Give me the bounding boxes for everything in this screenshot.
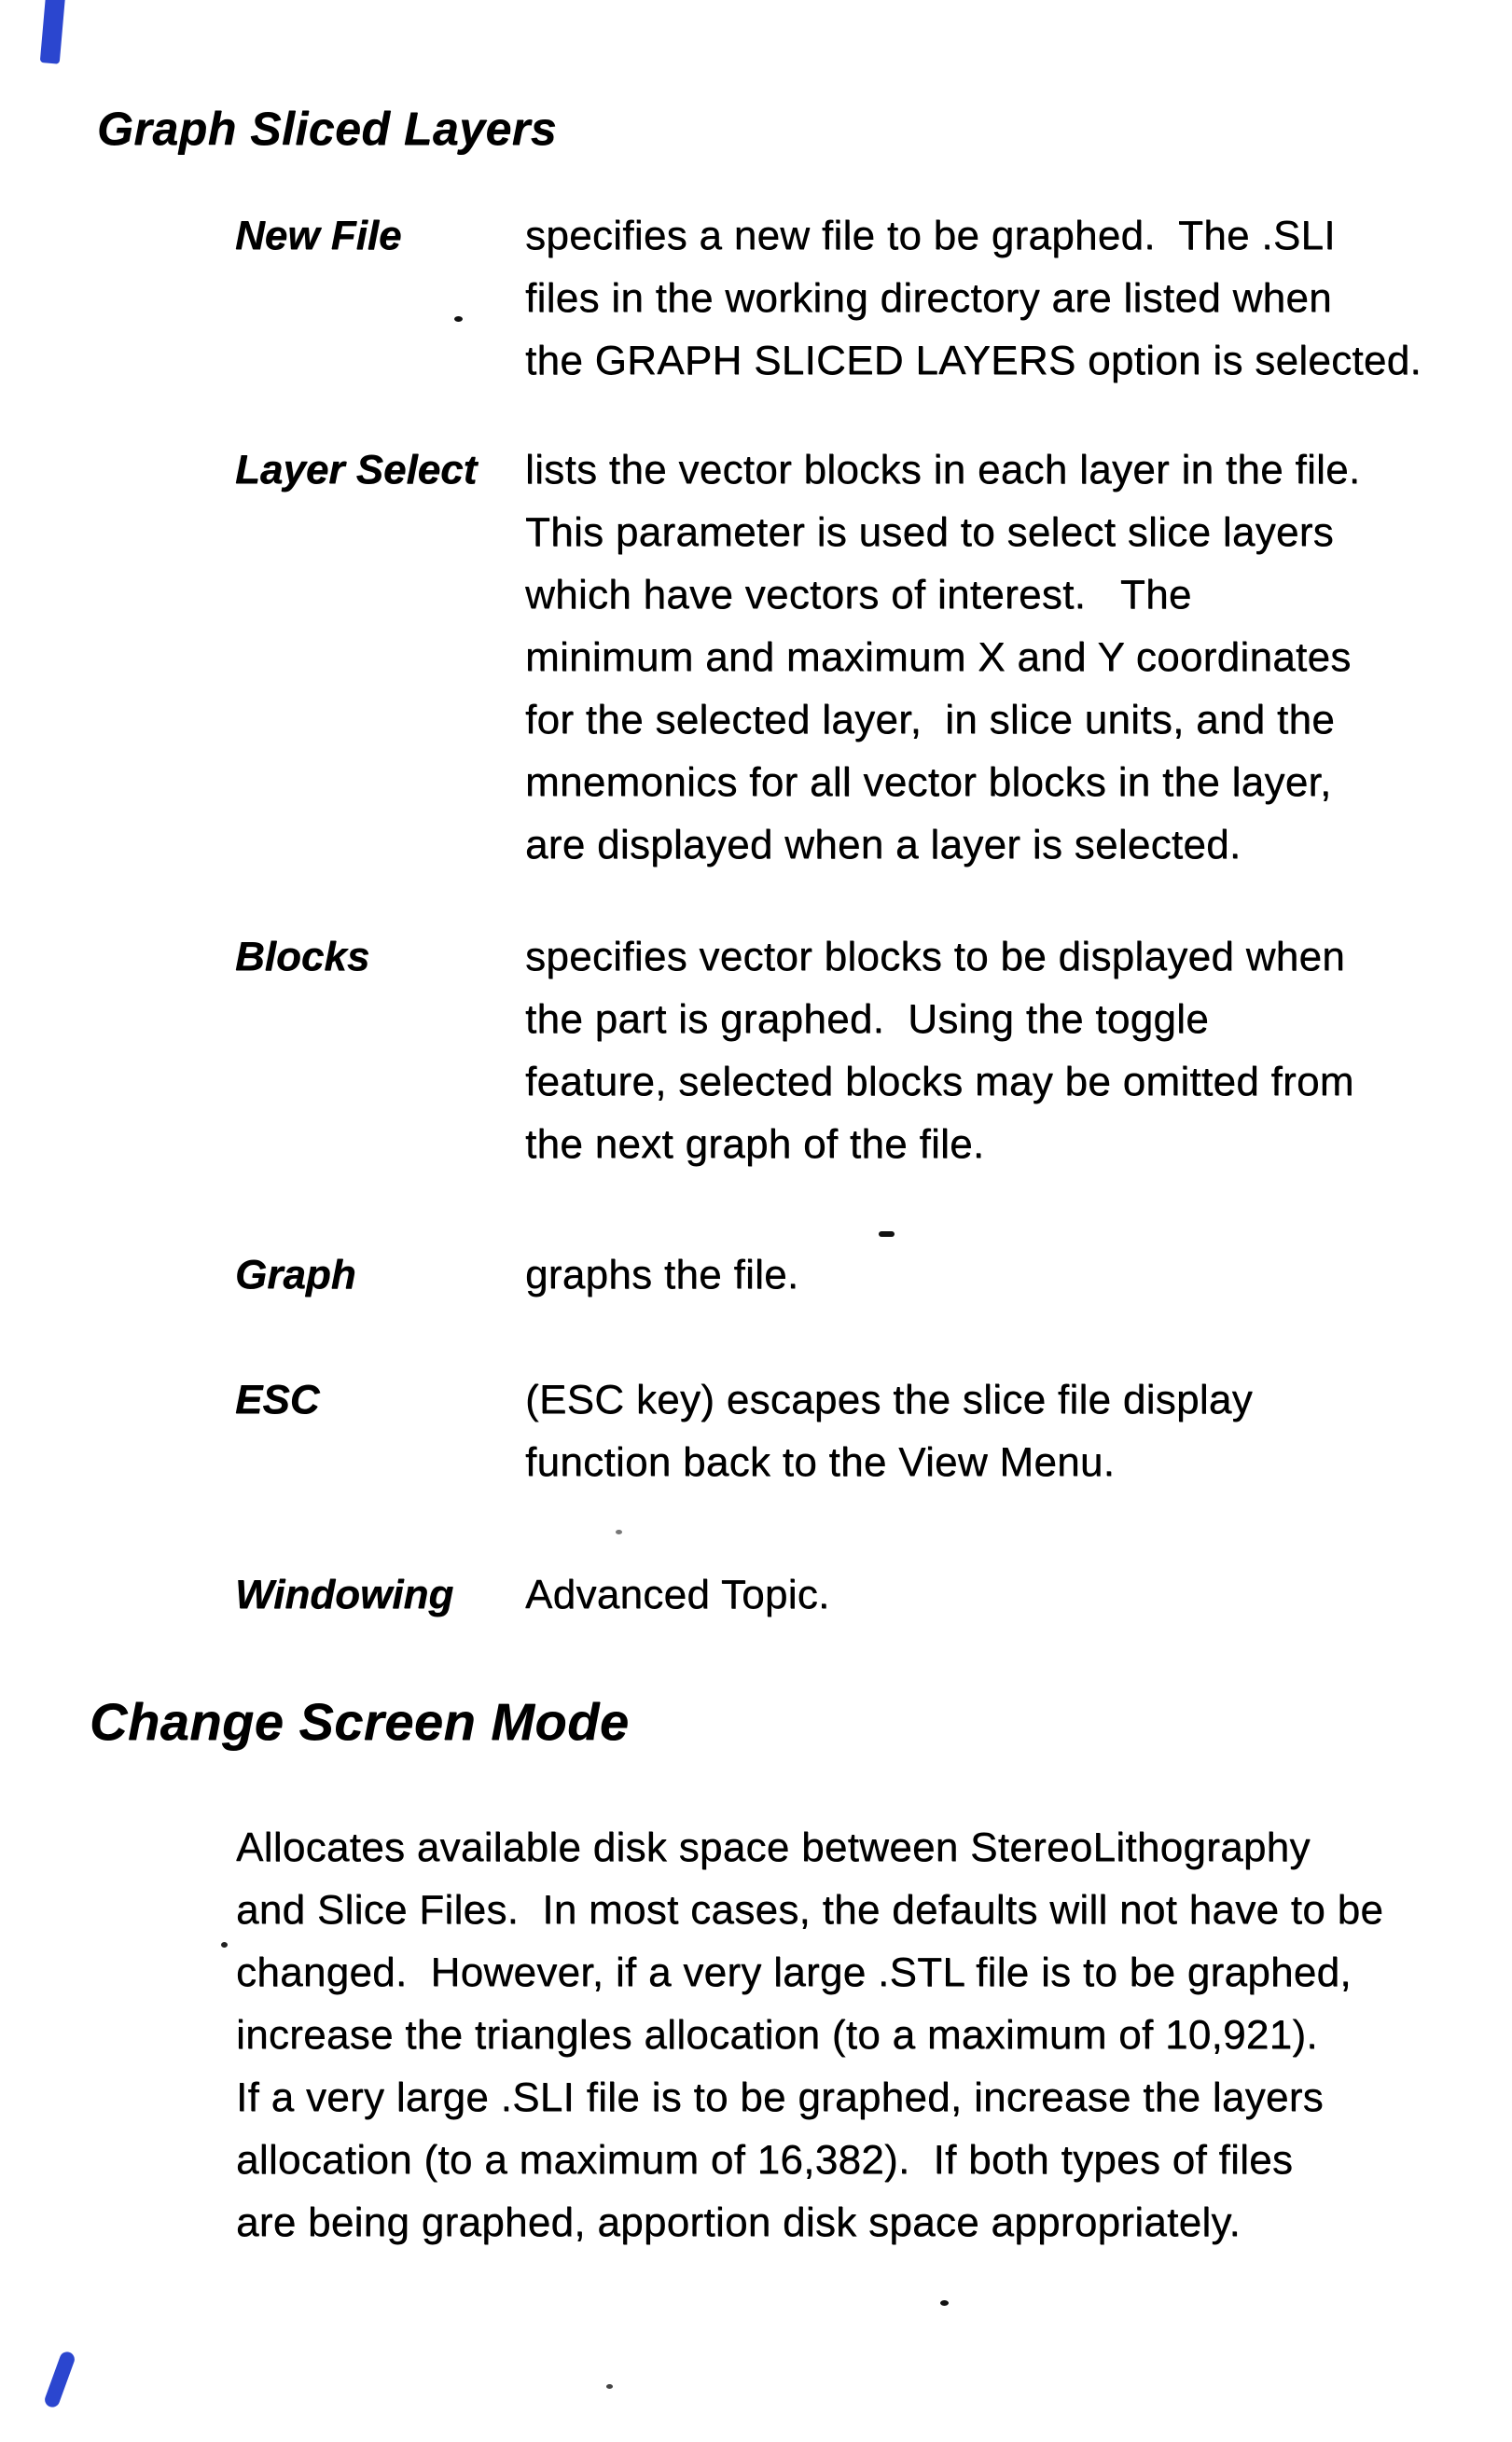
text-line: feature, selected blocks may be omitted from	[525, 1059, 1354, 1104]
text-line: (ESC key) escapes the slice file display	[525, 1377, 1253, 1422]
blue-ink-mark-bottom	[43, 2350, 76, 2409]
text-line: files in the working directory are listed when	[525, 275, 1332, 321]
text-line: are displayed when a layer is selected.	[525, 822, 1242, 867]
definition-text	[525, 925, 1354, 1175]
text-line: If a very large .SLI file is to be graphed, increase the layers	[236, 2074, 1324, 2120]
definition-term: ESC	[235, 1377, 320, 1422]
definition-term: New File	[235, 213, 402, 258]
definition-term: Graph	[235, 1252, 356, 1297]
blue-ink-mark-top	[40, 0, 66, 64]
definition-term: Blocks	[235, 934, 370, 979]
body-paragraph	[236, 1816, 1383, 2254]
text-line: allocation (to a maximum of 16,382). If both types of files	[236, 2137, 1294, 2183]
definition-term: Windowing	[235, 1572, 454, 1617]
heading-graph-sliced-layers: Graph Sliced Layers	[97, 103, 558, 155]
scan-speck	[940, 2300, 949, 2306]
scan-speck	[221, 1942, 228, 1948]
text-line: graphs the file.	[525, 1252, 799, 1297]
text-line: are being graphed, apportion disk space appropriately.	[236, 2199, 1241, 2245]
definition-text	[525, 204, 1422, 392]
definition-term: Layer Select	[235, 447, 478, 493]
text-line: for the selected layer, in slice units, and the	[525, 697, 1335, 742]
scan-speck	[606, 2384, 613, 2389]
text-line: the part is graphed. Using the toggle	[525, 996, 1209, 1042]
text-line: and Slice Files. In most cases, the defaults will not have to be	[236, 1887, 1384, 1933]
text-line: mnemonics for all vector blocks in the layer,	[525, 759, 1332, 805]
text-line: This parameter is used to select slice layers	[525, 509, 1334, 555]
heading-change-screen-mode: Change Screen Mode	[90, 1692, 630, 1751]
text-line: Allocates available disk space between StereoLithography	[236, 1825, 1311, 1870]
text-line: specifies a new file to be graphed. The .SLI	[525, 213, 1336, 258]
definition-text	[525, 1563, 830, 1626]
scan-speck	[616, 1530, 622, 1534]
text-line: the next graph of the file.	[525, 1121, 985, 1167]
text-line: function back to the View Menu.	[525, 1439, 1116, 1485]
definition-text	[525, 1368, 1253, 1493]
definition-text	[525, 1243, 798, 1306]
text-line: the GRAPH SLICED LAYERS option is selected.	[525, 338, 1422, 383]
text-line: changed. However, if a very large .STL file is to be graphed,	[236, 1949, 1352, 1995]
scan-speck	[454, 316, 463, 322]
text-line: specifies vector blocks to be displayed when	[525, 934, 1345, 979]
definition-text	[525, 438, 1360, 876]
text-line: minimum and maximum X and Y coordinates	[525, 634, 1352, 680]
text-line: which have vectors of interest. The	[525, 572, 1192, 617]
scan-speck	[879, 1231, 895, 1237]
text-line: lists the vector blocks in each layer in the file.	[525, 447, 1361, 493]
text-line: Advanced Topic.	[525, 1572, 830, 1617]
text-line: increase the triangles allocation (to a maximum of 10,921).	[236, 2012, 1318, 2058]
